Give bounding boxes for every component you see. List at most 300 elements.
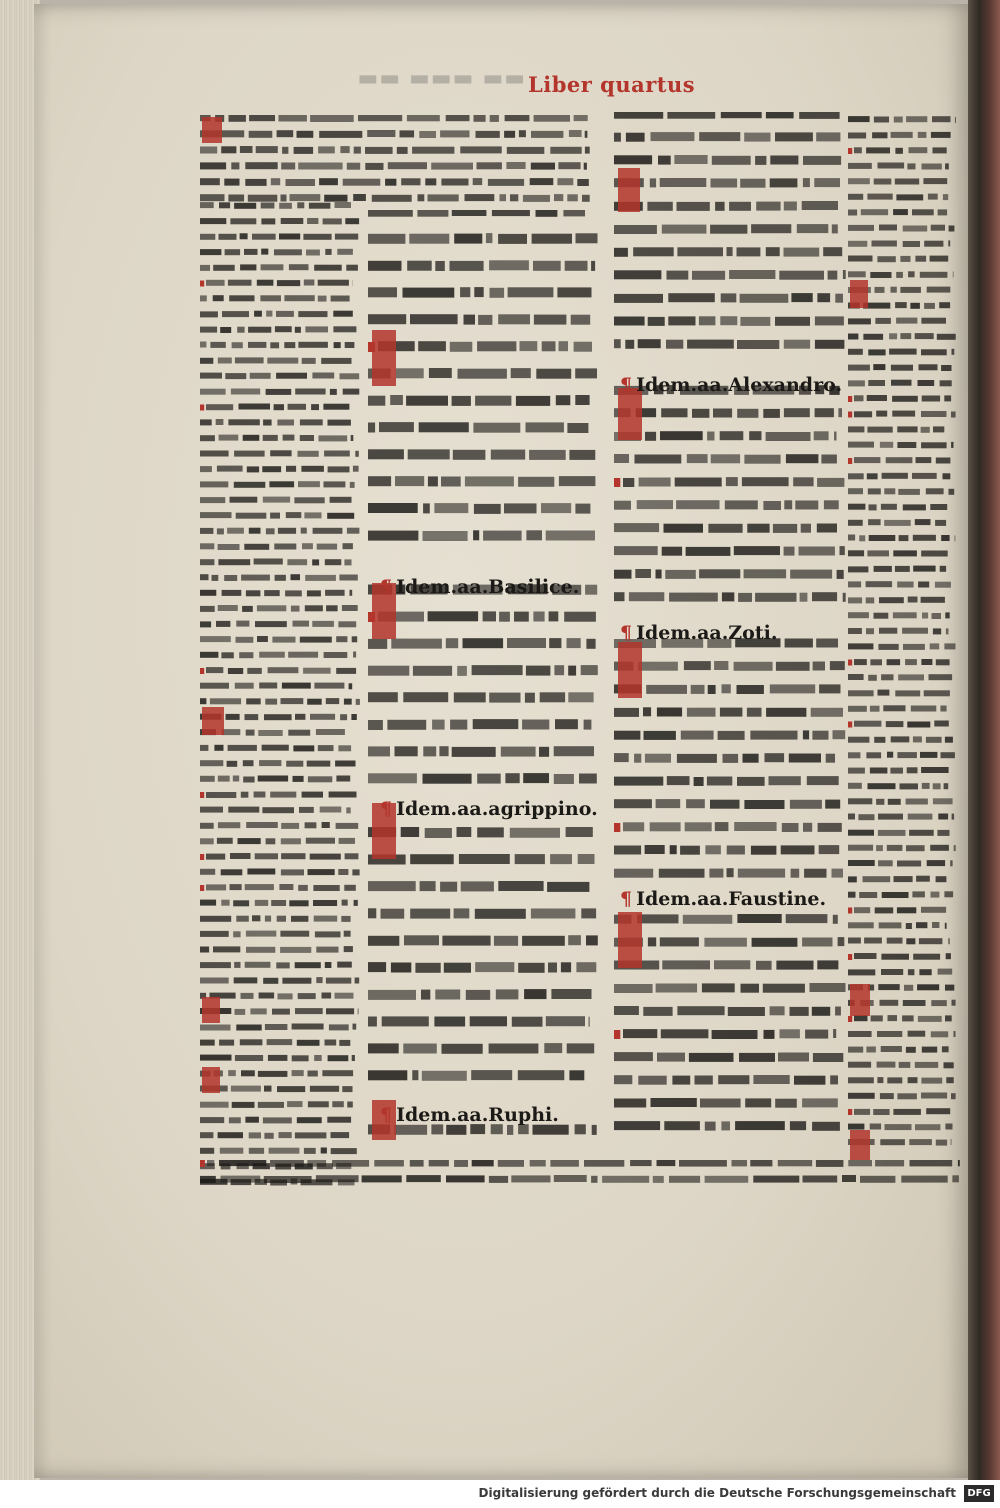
text-word [935, 520, 946, 526]
text-word [837, 570, 844, 579]
text-word [614, 112, 663, 119]
text-word [614, 270, 661, 279]
text-word [250, 373, 271, 379]
text-word [854, 953, 877, 959]
text-word [625, 340, 634, 349]
text-word [200, 265, 210, 271]
text-word [816, 639, 838, 648]
text-word [368, 990, 416, 1000]
text-word [766, 708, 806, 717]
text-word [881, 1046, 902, 1052]
paragraph-mark [200, 405, 204, 411]
text-word [432, 720, 445, 730]
text-word [200, 419, 212, 425]
text-word [298, 885, 308, 891]
text-word [423, 774, 472, 784]
paragraph-mark [200, 854, 204, 860]
text-word [454, 234, 482, 244]
text-word [848, 1031, 872, 1037]
text-word [368, 449, 404, 459]
text-word [249, 528, 261, 534]
text-word [675, 478, 722, 487]
text-word [421, 990, 430, 1000]
text-word [887, 752, 893, 758]
text-word [232, 1102, 255, 1108]
text-word [915, 1062, 938, 1068]
text-word [582, 195, 590, 202]
text-word [886, 457, 913, 463]
text-word [915, 256, 926, 262]
red-initial [202, 707, 224, 735]
text-word [770, 684, 815, 693]
text-word [308, 869, 335, 875]
text-word [418, 194, 425, 201]
text-word [623, 478, 634, 487]
text-word [946, 1077, 953, 1083]
text-word [475, 909, 526, 919]
text-word [338, 869, 348, 875]
text-word [815, 408, 834, 417]
text-word [848, 550, 864, 556]
text-word [326, 978, 351, 984]
text-word [651, 132, 695, 141]
text-word [342, 900, 348, 906]
text-word [365, 147, 393, 154]
text-word [921, 597, 945, 603]
text-word [807, 776, 839, 785]
text-word [406, 396, 448, 406]
text-word [903, 241, 920, 247]
text-word [838, 408, 842, 417]
text-word [546, 531, 595, 541]
text-word [908, 969, 915, 975]
text-word [489, 693, 520, 703]
text-word [519, 130, 526, 137]
text-word [505, 773, 519, 783]
text-word [575, 504, 590, 514]
text-word [346, 807, 350, 813]
text-word [554, 194, 563, 201]
text-word [489, 1176, 508, 1183]
text-word [934, 721, 949, 727]
text-word [291, 606, 300, 612]
text-word [200, 606, 215, 612]
text-word [338, 745, 351, 751]
text-word [206, 404, 233, 410]
text-word [747, 524, 769, 533]
text-word [245, 714, 259, 720]
text-word [860, 1176, 895, 1183]
text-word [723, 754, 739, 763]
text-word [944, 643, 955, 649]
text-word [741, 984, 760, 993]
text-word [854, 147, 862, 153]
text-word [295, 327, 301, 333]
text-word [689, 1053, 734, 1062]
text-word [931, 132, 951, 138]
text-word [234, 482, 265, 488]
text-word [915, 1124, 940, 1130]
text-word [952, 1175, 959, 1182]
text-word [791, 293, 812, 302]
text-word [875, 318, 891, 324]
text-word [419, 131, 436, 138]
text-word [915, 333, 934, 339]
text-word [756, 202, 780, 211]
text-word [929, 674, 953, 680]
text-word [879, 225, 897, 231]
text-word [231, 389, 260, 395]
text-word [753, 1176, 799, 1183]
text-word [333, 326, 356, 332]
text-word [933, 147, 947, 153]
text-word [769, 776, 801, 785]
paragraph-mark [614, 1030, 620, 1039]
text-word [452, 747, 496, 757]
text-word [442, 936, 490, 946]
text-word [710, 800, 740, 809]
text-word [848, 1062, 871, 1068]
text-word [747, 708, 762, 717]
text-word [886, 721, 904, 727]
text-word [554, 746, 594, 756]
text-word [231, 162, 239, 169]
text-word [277, 1086, 305, 1092]
text-word [870, 1124, 881, 1130]
text-word [752, 938, 798, 947]
text-word [410, 854, 454, 864]
text-word [922, 613, 928, 619]
text-word [444, 963, 471, 973]
text-word [457, 666, 467, 676]
text-word [200, 776, 215, 782]
text-word [848, 643, 873, 649]
text-word [339, 838, 355, 844]
text-word [313, 885, 339, 891]
text-word [591, 1176, 597, 1183]
text-word [277, 280, 300, 286]
text-word [258, 776, 288, 782]
text-word [325, 1040, 337, 1046]
text-word [890, 768, 903, 774]
text-word [686, 799, 705, 808]
text-word [200, 481, 228, 487]
text-word [900, 256, 910, 262]
text-word [936, 659, 950, 665]
paragraph-mark [848, 1109, 852, 1115]
text-word [874, 613, 889, 619]
text-word [729, 270, 775, 279]
text-word [407, 261, 432, 271]
text-word [848, 814, 855, 820]
text-word [286, 466, 296, 472]
text-word [948, 938, 949, 944]
text-word [725, 500, 758, 509]
paragraph-mark [848, 148, 852, 154]
text-word [470, 1016, 507, 1026]
text-word [275, 326, 292, 332]
text-word [200, 1176, 216, 1183]
text-word [286, 761, 303, 767]
text-word [894, 876, 913, 882]
text-word [815, 316, 844, 325]
text-word [575, 368, 597, 378]
text-word [381, 909, 405, 919]
text-word [946, 953, 951, 959]
text-word [614, 1099, 646, 1108]
text-word [221, 869, 243, 875]
text-word [936, 1140, 947, 1146]
text-word [744, 455, 780, 464]
text-word [906, 799, 928, 805]
text-word [305, 605, 323, 611]
paragraph-mark [614, 478, 620, 487]
text-word [878, 814, 903, 820]
text-word [323, 218, 342, 224]
text-word [848, 845, 873, 851]
text-word [884, 488, 895, 494]
text-word [475, 962, 514, 972]
text-word [920, 752, 937, 758]
text-word [766, 432, 811, 441]
text-word [907, 163, 915, 169]
text-word [848, 1093, 875, 1099]
text-word [714, 661, 728, 670]
text-word [200, 760, 223, 766]
text-word [687, 340, 734, 349]
text-word [310, 854, 341, 860]
text-word [207, 1160, 214, 1166]
text-word [868, 349, 885, 355]
text-word [863, 876, 891, 882]
text-word [504, 131, 515, 138]
text-word [875, 287, 885, 293]
text-word [200, 162, 226, 169]
text-word [919, 969, 931, 975]
text-word [951, 442, 953, 448]
text-word [350, 482, 355, 488]
text-word [331, 1148, 357, 1154]
text-word [504, 503, 537, 513]
text-word [921, 907, 946, 913]
text-word [454, 908, 470, 918]
text-word [944, 891, 953, 897]
text-word [227, 761, 238, 767]
text-word [921, 767, 949, 773]
text-word [264, 590, 280, 596]
text-word [943, 473, 951, 479]
text-word [213, 265, 235, 271]
text-word [520, 341, 538, 351]
text-word [614, 753, 629, 762]
text-word [342, 1086, 352, 1092]
text-word [913, 535, 936, 541]
text-word [895, 179, 919, 185]
text-word [224, 575, 237, 581]
text-word [645, 754, 671, 763]
text-word [239, 652, 253, 658]
text-word [326, 1008, 354, 1014]
text-word [567, 423, 588, 433]
text-word [496, 989, 519, 999]
text-word [347, 528, 360, 534]
text-word [898, 489, 920, 495]
text-word [256, 146, 278, 153]
text-word [674, 155, 707, 164]
text-word [734, 546, 780, 555]
paragraph-mark [200, 1160, 205, 1167]
text-word [307, 218, 318, 224]
text-word [848, 349, 863, 355]
text-word [895, 148, 903, 154]
text-word [406, 1175, 441, 1182]
text-word [356, 699, 360, 705]
text-word [867, 427, 892, 433]
text-word [832, 869, 844, 878]
text-word [263, 497, 290, 503]
text-word [287, 1101, 302, 1107]
text-word [565, 261, 588, 271]
text-word [933, 628, 941, 634]
text-word [200, 559, 214, 565]
text-word [498, 234, 527, 244]
text-word [549, 638, 561, 648]
text-word [635, 455, 682, 464]
text-word [279, 1132, 292, 1138]
text-word [924, 241, 943, 247]
text-word [281, 163, 295, 170]
text-word [368, 476, 391, 486]
text-word [799, 112, 839, 119]
text-word [854, 395, 864, 401]
text-word [907, 767, 918, 773]
text-word [848, 442, 874, 448]
text-word [576, 962, 596, 972]
text-word [623, 1029, 657, 1038]
text-word [614, 133, 621, 142]
text-word [328, 420, 351, 426]
text-word [282, 147, 288, 154]
text-word [738, 869, 785, 878]
text-word [200, 311, 218, 317]
text-word [255, 853, 278, 859]
text-word [295, 962, 321, 968]
text-word [307, 590, 321, 596]
text-word [848, 334, 858, 340]
text-word [812, 1122, 840, 1131]
text-word [228, 807, 259, 813]
text-word [200, 147, 217, 154]
text-word [259, 652, 285, 658]
text-word [346, 265, 358, 271]
text-word [310, 115, 354, 122]
text-word [737, 777, 765, 786]
text-word [466, 990, 490, 1000]
text-word [200, 590, 216, 596]
text-word [878, 830, 906, 836]
text-word [848, 737, 869, 743]
text-word [614, 799, 652, 808]
text-word [263, 978, 278, 984]
text-word [212, 575, 219, 581]
text-word [955, 117, 956, 123]
text-word [705, 845, 721, 854]
text-word [352, 1055, 355, 1061]
text-word [312, 559, 319, 565]
text-word [848, 271, 866, 277]
text-word [889, 333, 897, 339]
text-word [737, 409, 758, 418]
text-word [280, 947, 311, 953]
text-word [848, 520, 863, 526]
text-word [200, 698, 206, 704]
text-word [302, 358, 316, 364]
text-word [896, 318, 917, 324]
text-word [909, 147, 928, 153]
text-word [812, 731, 828, 740]
text-word [321, 1148, 327, 1154]
text-word [727, 846, 745, 855]
text-word [737, 685, 764, 694]
text-word [869, 535, 896, 541]
text-word [365, 163, 383, 170]
text-word [262, 745, 289, 751]
text-word [919, 364, 938, 370]
text-word [233, 776, 239, 782]
text-word [848, 783, 862, 789]
text-word [533, 612, 544, 622]
text-word [728, 1007, 765, 1016]
text-word [883, 705, 905, 711]
text-word [848, 752, 860, 758]
text-word [541, 503, 571, 513]
text-word [269, 1148, 300, 1154]
text-word [446, 638, 458, 648]
text-word [833, 1029, 836, 1038]
text-word [614, 1121, 660, 1130]
text-word [848, 225, 874, 231]
text-word [881, 954, 909, 960]
text-word [699, 569, 740, 578]
text-word [954, 1031, 956, 1037]
text-word [770, 178, 798, 187]
text-word [892, 396, 918, 402]
text-word [868, 783, 896, 789]
text-word [550, 854, 572, 864]
text-word [953, 272, 954, 278]
text-word [705, 1176, 749, 1183]
text-word [854, 721, 881, 727]
text-word [939, 302, 950, 308]
text-word [569, 1070, 584, 1080]
text-word [225, 373, 246, 379]
text-word [244, 544, 269, 550]
text-word [938, 814, 948, 820]
text-word [931, 892, 940, 898]
text-word [324, 652, 348, 658]
text-word [848, 674, 864, 680]
text-word [200, 807, 223, 813]
text-word [778, 1053, 809, 1062]
text-word [667, 776, 690, 785]
text-word [271, 178, 280, 185]
text-word [368, 746, 390, 756]
text-word [921, 1093, 947, 1099]
text-word [921, 427, 930, 433]
text-word [417, 210, 448, 217]
text-word [912, 473, 937, 479]
text-word [518, 963, 544, 973]
